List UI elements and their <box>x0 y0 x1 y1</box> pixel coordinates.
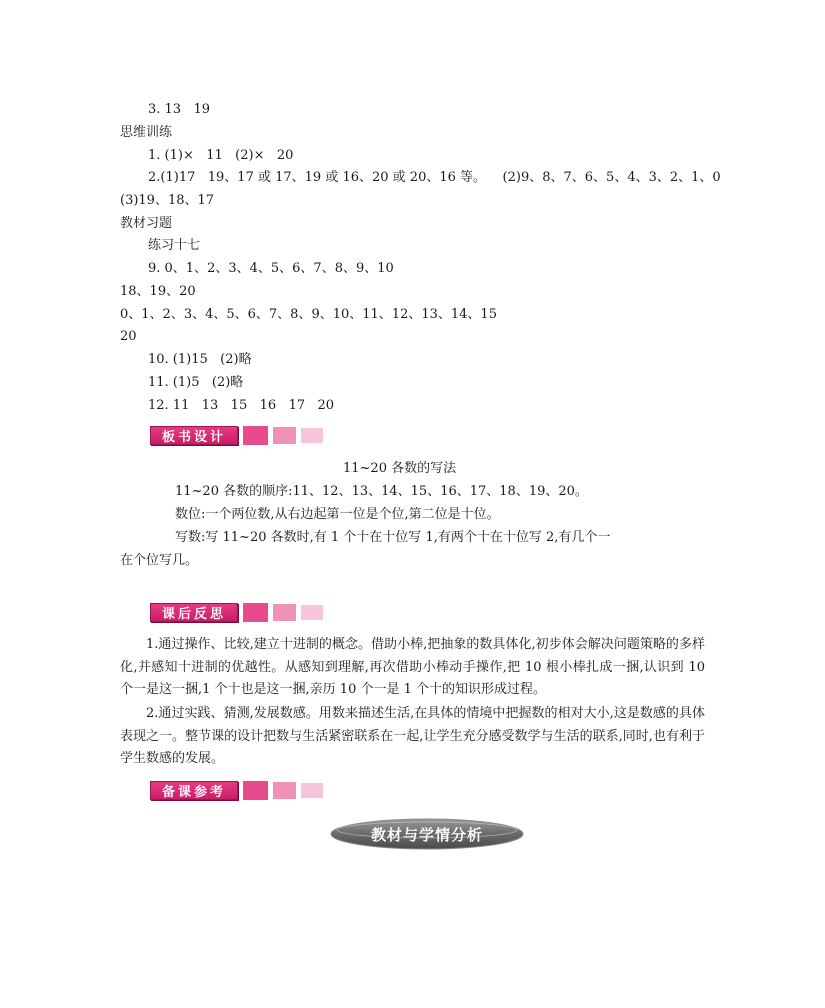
answer-line-11: 12. 11 13 15 16 17 20 <box>148 398 335 413</box>
decor-square-dark <box>243 781 268 800</box>
answer-line-4: (3)19、18、17 <box>120 193 215 208</box>
reference-header <box>150 779 323 801</box>
answer-line-5: 9. 0、1、2、3、4、5、6、7、8、9、10 <box>148 261 394 276</box>
decor-square-light <box>301 428 323 443</box>
analysis-banner <box>330 818 524 850</box>
board-design-place: 数位:一个两位数,从右边起第一位是个位,第二位是十位。 <box>175 507 500 522</box>
reflection-paragraph-1: 1.通过操作、比较,建立十进制的概念。借助小棒,把抽象的数具体化,初步体会解决问题策略的多样化,并感知十进制的优越性。从感知到理解,再次借助小棒动手操作,把 10 根小棒扎成一捆,认识到 10 个一是这一捆,1 个十也是这一捆,亲历 10 个一是 1 个十的知识形成过程。 <box>120 637 705 698</box>
reflection-label: 课后反思 <box>150 603 238 622</box>
board-design-write-a: 写数:写 11~20 各数时,有 1 个十在十位写 1,有两个十在十位写 2,有几个一 <box>175 530 611 545</box>
decor-square-dark <box>243 426 268 445</box>
decor-square-light <box>301 783 323 798</box>
answer-line-7: 0、1、2、3、4、5、6、7、8、9、10、11、12、13、14、15 <box>120 307 497 322</box>
reference-label: 备课参考 <box>150 781 238 800</box>
section-heading-textbook: 教材习题 <box>120 216 173 231</box>
banner-title: 教材与学情分析 <box>370 825 483 844</box>
reflection-paragraph-2: 2.通过实践、猜测,发展数感。用数来描述生活,在具体的情境中把握数的相对大小,这是数感的具体表现之一。整节课的设计把数与生活紧密联系在一起,让学生充分感受数学与生活的联系,同时,也有利于学生数感的发展。 <box>120 706 705 767</box>
answer-line-10: 11. (1)5 (2)略 <box>148 375 244 390</box>
board-design-title: 11~20 各数的写法 <box>343 461 457 476</box>
exercise-title: 练习十七 <box>148 238 201 253</box>
board-design-header <box>150 424 323 446</box>
board-design-order: 11~20 各数的顺序:11、12、13、14、15、16、17、18、19、20。 <box>175 484 588 499</box>
answer-line-1: 3. 13 19 <box>148 102 211 117</box>
decor-square-light <box>301 605 323 620</box>
decor-square-mid <box>273 427 296 444</box>
decor-square-mid <box>273 604 296 621</box>
answer-line-8: 20 <box>120 329 137 344</box>
board-design-write-b: 在个位写几。 <box>120 553 199 568</box>
answer-line-6: 18、19、20 <box>120 284 196 299</box>
answer-line-3: 2.(1)17 19、17 或 17、19 或 16、20 或 20、16 等。 (2)9、8、7、6、5、4、3、2、1、0 <box>148 170 721 185</box>
reflection-header <box>150 601 323 623</box>
decor-square-mid <box>273 782 296 799</box>
board-design-label: 板书设计 <box>150 426 238 445</box>
section-heading-thinking: 思维训练 <box>120 125 173 140</box>
decor-square-dark <box>243 603 268 622</box>
answer-line-9: 10. (1)15 (2)略 <box>148 352 252 367</box>
answer-line-2: 1. (1)× 11 (2)× 20 <box>148 148 294 163</box>
